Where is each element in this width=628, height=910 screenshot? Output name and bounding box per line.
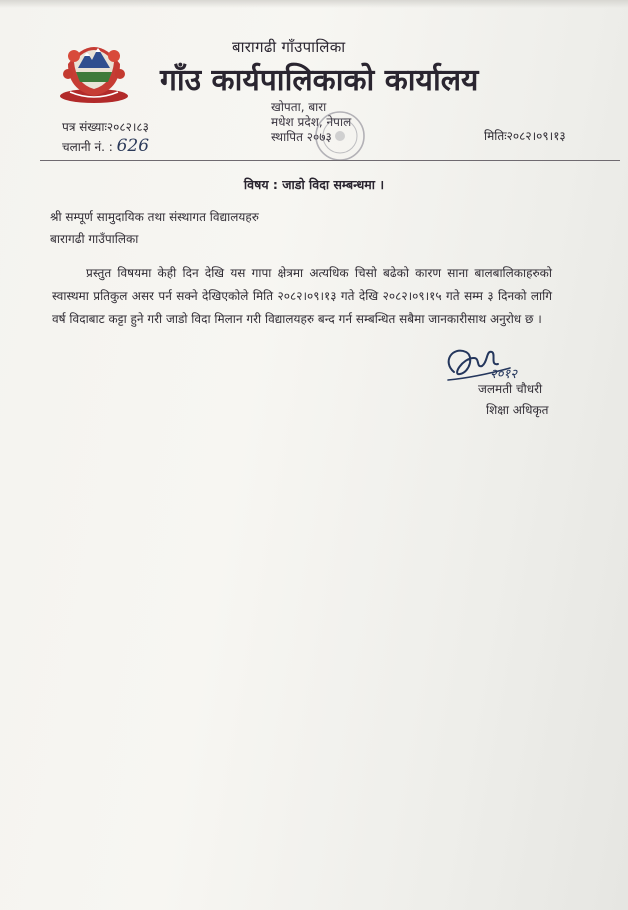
letter-body [52, 262, 552, 331]
letter-number [62, 118, 149, 135]
municipality-name: बारागढी गाँउपालिका [232, 38, 346, 56]
signatory-name: जलमती चौधरी [478, 382, 543, 396]
dispatch-number-label: चलानी नं. : [62, 140, 113, 154]
dispatch-number-value: 626 [116, 136, 150, 156]
recipient-line-1: श्री सम्पूर्ण सामुदायिक तथा संस्थागत विद्यालयहरु [50, 210, 259, 224]
dispatch-number [62, 136, 149, 156]
address-line: मधेश प्रदेश, नेपाल [271, 115, 352, 129]
signature-mark: २०१२ [490, 367, 518, 382]
address-line: खोपता, बारा [271, 100, 327, 114]
letter-body-text: प्रस्तुत विषयमा केही दिन देखि यस गापा क्षेत्रमा अत्यधिक चिसो बढेको कारण साना बालबालिकाहरुको स्वास्थमा प्रतिकुल असर पर्न सक्ने देखिएकोले मिति २०८२।०९।१३ गते देखि २०८२।०९।१५ गते सम्म ३ दिनको लागि वर्ष विदाबाट कट्टा हुने गरी जाडो विदा मिलान गरी विद्यालयहरु बन्द गर्न सम्बन्धित सबैमा जानकारीसाथ अनुरोध छ । [52, 266, 552, 326]
letter-date [484, 127, 566, 144]
header-divider [40, 160, 620, 161]
date-value: २०८२।०९।१३ [506, 129, 566, 143]
letter-subject: विषय : जाडो विदा सम्बन्धमा । [243, 177, 385, 192]
office-stamp-icon [300, 104, 372, 164]
address-line: स्थापित २०७३ [271, 130, 332, 144]
recipient-line-2: बारागढी गाउँपालिका [50, 232, 139, 246]
date-label: मितिः [484, 129, 507, 143]
signatory-title: शिक्षा अधिकृत [486, 403, 549, 417]
municipality-emblem-icon [54, 34, 134, 106]
letter-number-value: २०८२।८३ [106, 120, 149, 134]
letter-number-label: पत्र संख्याः [62, 120, 107, 134]
office-title: गाँउ कार्यपालिकाको कार्यालय [160, 63, 479, 98]
page-edge-shadow [0, 0, 628, 8]
